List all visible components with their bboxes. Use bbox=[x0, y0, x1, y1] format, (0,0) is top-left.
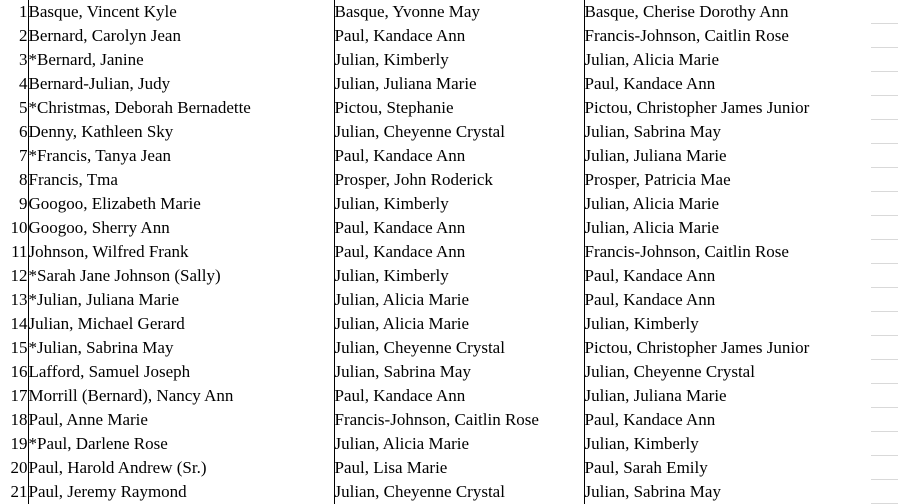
row-header-5[interactable]: 5 bbox=[19, 98, 28, 117]
cell-overflow[interactable] bbox=[869, 312, 900, 336]
cell-overflow[interactable] bbox=[869, 456, 900, 480]
cell-overflow[interactable] bbox=[869, 432, 900, 456]
cell-parent-one[interactable]: Julian, Kimberly bbox=[334, 192, 584, 216]
table-row[interactable] bbox=[0, 312, 900, 336]
table-row[interactable] bbox=[0, 96, 900, 120]
table-row[interactable] bbox=[0, 384, 900, 408]
table-row[interactable] bbox=[0, 432, 900, 456]
cell-member-name[interactable]: Paul, Harold Andrew (Sr.) bbox=[28, 456, 334, 480]
cell-parent-two[interactable]: Basque, Cherise Dorothy Ann bbox=[584, 2, 789, 21]
cell-parent-one[interactable]: Julian, Alicia Marie bbox=[334, 432, 584, 456]
row-header-20[interactable]: 20 bbox=[10, 458, 28, 477]
cell-parent-one[interactable]: Julian, Juliana Marie bbox=[334, 72, 584, 96]
cell-parent-two[interactable]: Francis-Johnson, Caitlin Rose bbox=[584, 26, 789, 45]
row-header-4[interactable]: 4 bbox=[19, 74, 28, 93]
cell-member-name[interactable]: *Sarah Jane Johnson (Sally) bbox=[28, 264, 334, 288]
row-header-2[interactable]: 2 bbox=[19, 26, 28, 45]
cell-parent-one[interactable]: Julian, Cheyenne Crystal bbox=[334, 120, 584, 144]
cell-member-name[interactable]: Lafford, Samuel Joseph bbox=[28, 360, 334, 384]
cell-parent-two[interactable]: Julian, Kimberly bbox=[584, 314, 699, 333]
cell-parent-two[interactable]: Julian, Cheyenne Crystal bbox=[584, 362, 755, 381]
table-row[interactable] bbox=[0, 192, 900, 216]
cell-parent-two[interactable]: Paul, Kandace Ann bbox=[584, 266, 716, 285]
cell-parent-one[interactable]: Julian, Sabrina May bbox=[334, 360, 584, 384]
cell-parent-two[interactable]: Julian, Sabrina May bbox=[584, 482, 721, 501]
cell-member-name[interactable]: Francis, Tma bbox=[28, 168, 334, 192]
cell-parent-two[interactable]: Julian, Juliana Marie bbox=[584, 386, 727, 405]
row-header-19[interactable]: 19 bbox=[10, 434, 28, 453]
cell-member-name[interactable]: *Julian, Sabrina May bbox=[28, 336, 334, 360]
cell-overflow[interactable] bbox=[869, 360, 900, 384]
row-header-9[interactable]: 9 bbox=[19, 194, 28, 213]
row-header-15[interactable]: 15 bbox=[10, 338, 28, 357]
cell-parent-two[interactable]: Paul, Kandace Ann bbox=[584, 410, 716, 429]
cell-member-name[interactable]: *Francis, Tanya Jean bbox=[28, 144, 334, 168]
table-row[interactable] bbox=[0, 336, 900, 360]
row-header-21[interactable]: 21 bbox=[10, 482, 28, 501]
cell-member-name[interactable]: Paul, Jeremy Raymond bbox=[28, 480, 334, 504]
cell-member-name[interactable]: *Julian, Juliana Marie bbox=[28, 288, 334, 312]
cell-overflow[interactable] bbox=[869, 384, 900, 408]
cell-overflow[interactable] bbox=[869, 264, 900, 288]
cell-parent-two[interactable]: Julian, Juliana Marie bbox=[584, 146, 727, 165]
table-row[interactable] bbox=[0, 408, 900, 432]
cell-overflow[interactable] bbox=[869, 480, 900, 504]
table-row[interactable] bbox=[0, 144, 900, 168]
cell-member-name[interactable]: *Paul, Darlene Rose bbox=[28, 432, 334, 456]
cell-parent-two[interactable]: Julian, Sabrina May bbox=[584, 122, 721, 141]
table-row[interactable] bbox=[0, 360, 900, 384]
table-row[interactable] bbox=[0, 216, 900, 240]
row-header-10[interactable]: 10 bbox=[10, 218, 28, 237]
cell-overflow[interactable] bbox=[869, 144, 900, 168]
row-header-7[interactable]: 7 bbox=[19, 146, 28, 165]
cell-parent-one[interactable]: Basque, Yvonne May bbox=[334, 0, 584, 24]
table-row[interactable] bbox=[0, 72, 900, 96]
cell-parent-one[interactable]: Paul, Kandace Ann bbox=[334, 24, 584, 48]
cell-parent-one[interactable]: Paul, Kandace Ann bbox=[334, 240, 584, 264]
cell-overflow[interactable] bbox=[869, 336, 900, 360]
cell-member-name[interactable]: Googoo, Elizabeth Marie bbox=[28, 192, 334, 216]
table-row[interactable] bbox=[0, 0, 900, 24]
cell-overflow[interactable] bbox=[869, 72, 900, 96]
table-row[interactable] bbox=[0, 264, 900, 288]
cell-parent-one[interactable]: Paul, Kandace Ann bbox=[334, 216, 584, 240]
cell-overflow[interactable] bbox=[869, 408, 900, 432]
cell-overflow[interactable] bbox=[869, 192, 900, 216]
cell-parent-two[interactable]: Paul, Kandace Ann bbox=[584, 74, 716, 93]
table-row[interactable] bbox=[0, 480, 900, 504]
cell-parent-two[interactable]: Pictou, Christopher James Junior bbox=[584, 98, 810, 117]
cell-parent-one[interactable]: Julian, Kimberly bbox=[334, 48, 584, 72]
cell-parent-one[interactable]: Prosper, John Roderick bbox=[334, 168, 584, 192]
row-header-16[interactable]: 16 bbox=[10, 362, 28, 381]
cell-overflow[interactable] bbox=[869, 216, 900, 240]
cell-parent-two[interactable]: Pictou, Christopher James Junior bbox=[584, 338, 810, 357]
cell-overflow[interactable] bbox=[869, 168, 900, 192]
table-row[interactable] bbox=[0, 168, 900, 192]
cell-parent-two[interactable]: Prosper, Patricia Mae bbox=[584, 170, 731, 189]
cell-overflow[interactable] bbox=[869, 96, 900, 120]
cell-overflow[interactable] bbox=[869, 240, 900, 264]
row-header-11[interactable]: 11 bbox=[11, 242, 28, 261]
cell-parent-two[interactable]: Julian, Kimberly bbox=[584, 434, 699, 453]
table-row[interactable] bbox=[0, 288, 900, 312]
cell-parent-one[interactable]: Julian, Kimberly bbox=[334, 264, 584, 288]
cell-overflow[interactable] bbox=[869, 120, 900, 144]
cell-parent-two[interactable]: Julian, Alicia Marie bbox=[584, 218, 720, 237]
cell-parent-one[interactable]: Julian, Alicia Marie bbox=[334, 312, 584, 336]
cell-parent-one[interactable]: Paul, Kandace Ann bbox=[334, 144, 584, 168]
cell-parent-one[interactable]: Julian, Alicia Marie bbox=[334, 288, 584, 312]
row-header-12[interactable]: 12 bbox=[10, 266, 28, 285]
cell-overflow[interactable] bbox=[869, 288, 900, 312]
cell-member-name[interactable]: Julian, Michael Gerard bbox=[28, 312, 334, 336]
table-row[interactable] bbox=[0, 240, 900, 264]
cell-member-name[interactable]: Denny, Kathleen Sky bbox=[28, 120, 334, 144]
cell-member-name[interactable]: Bernard-Julian, Judy bbox=[28, 72, 334, 96]
cell-member-name[interactable]: *Christmas, Deborah Bernadette bbox=[28, 96, 334, 120]
cell-parent-one[interactable]: Paul, Lisa Marie bbox=[334, 456, 584, 480]
cell-parent-one[interactable]: Pictou, Stephanie bbox=[334, 96, 584, 120]
row-header-8[interactable]: 8 bbox=[19, 170, 28, 189]
cell-overflow[interactable] bbox=[869, 0, 900, 24]
row-header-1[interactable]: 1 bbox=[19, 2, 28, 21]
row-header-18[interactable]: 18 bbox=[10, 410, 28, 429]
cell-overflow[interactable] bbox=[869, 24, 900, 48]
cell-overflow[interactable] bbox=[869, 48, 900, 72]
cell-parent-one[interactable]: Francis-Johnson, Caitlin Rose bbox=[334, 408, 584, 432]
cell-member-name[interactable]: Basque, Vincent Kyle bbox=[28, 0, 334, 24]
table-row[interactable] bbox=[0, 24, 900, 48]
row-header-17[interactable]: 17 bbox=[10, 386, 28, 405]
cell-parent-two[interactable]: Julian, Alicia Marie bbox=[584, 50, 720, 69]
row-header-6[interactable]: 6 bbox=[19, 122, 28, 141]
cell-parent-two[interactable]: Julian, Alicia Marie bbox=[584, 194, 720, 213]
cell-member-name[interactable]: *Bernard, Janine bbox=[28, 48, 334, 72]
cell-member-name[interactable]: Paul, Anne Marie bbox=[28, 408, 334, 432]
cell-parent-two[interactable]: Paul, Kandace Ann bbox=[584, 290, 716, 309]
cell-parent-two[interactable]: Francis-Johnson, Caitlin Rose bbox=[584, 242, 789, 261]
cell-parent-one[interactable]: Paul, Kandace Ann bbox=[334, 384, 584, 408]
cell-member-name[interactable]: Googoo, Sherry Ann bbox=[28, 216, 334, 240]
cell-parent-one[interactable]: Julian, Cheyenne Crystal bbox=[334, 336, 584, 360]
cell-member-name[interactable]: Bernard, Carolyn Jean bbox=[28, 24, 334, 48]
table-row[interactable] bbox=[0, 48, 900, 72]
row-header-14[interactable]: 14 bbox=[10, 314, 28, 333]
table-row[interactable] bbox=[0, 456, 900, 480]
row-header-13[interactable]: 13 bbox=[10, 290, 28, 309]
cell-member-name[interactable]: Johnson, Wilfred Frank bbox=[28, 240, 334, 264]
row-header-3[interactable]: 3 bbox=[19, 50, 28, 69]
cell-member-name[interactable]: Morrill (Bernard), Nancy Ann bbox=[28, 384, 334, 408]
table-row[interactable] bbox=[0, 120, 900, 144]
cell-parent-one[interactable]: Julian, Cheyenne Crystal bbox=[334, 480, 584, 504]
cell-parent-two[interactable]: Paul, Sarah Emily bbox=[584, 458, 708, 477]
